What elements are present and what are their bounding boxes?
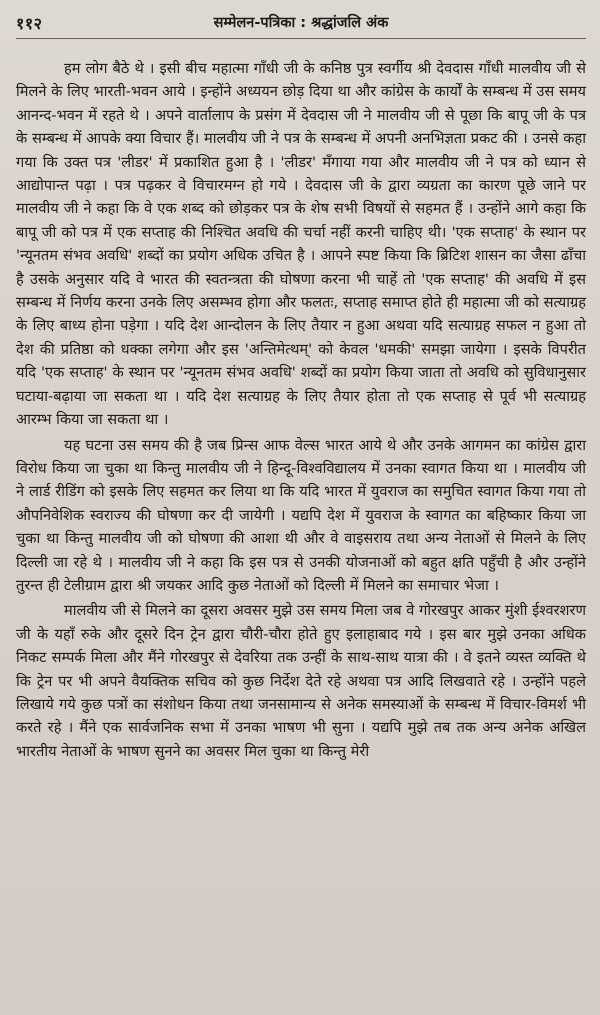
page-number: ११२ — [16, 14, 43, 33]
paragraph-1: हम लोग बैठे थे । इसी बीच महात्मा गाँधी जी के कनिष्ठ पुत्र स्वर्गीय श्री देवदास गाँधी मालवीय जी से मिलने के लिए भारती-भवन आये । इन्होंने अध्ययन छोड़ दिया था और कांग्रेस के कार्यों के सम्बन्ध में उस समय आनन्द-भवन में रहते थे । अपने वार्तालाप के प्रसंग में देवदास जी ने मालवीय जी से पूछा कि बापू जी के पत्र के सम्बन्ध में आपके क्या विचार हैं। मालवीय जी ने पत्र के सम्बन्ध में अपनी अनभिज्ञता प्रकट की । उनसे कहा गया कि उक्त पत्र 'लीडर' में प्रकाशित हुआ है । 'लीडर' मँगाया गया और मालवीय जी ने पत्र को ध्यान से आद्योपान्त पढ़ा । पत्र पढ़कर वे विचारमग्न हो गये । देवदास जी के द्वारा व्यग्रता का कारण पूछे जाने पर मालवीय जी ने कहा कि वे एक शब्द को छोड़कर पत्र के शेष सभी विषयों से सहमत हैं । उन्होंने आगे कहा कि बापू जी को पत्र में एक सप्ताह की निश्चित अवधि की चर्चा नहीं करनी चाहिए थी। 'एक सप्ताह' के स्थान पर 'न्यूनतम संभव अवधि' शब्दों का प्रयोग अधिक उचित है । आपने स्पष्ट किया कि ब्रिटिश शासन का जैसा ढाँचा है उसके अनुसार यदि वे भारत की स्वतन्त्रता की घोषणा करना भी चाहें तो 'एक सप्ताह' की अवधि में इस सम्बन्ध में निर्णय करना उनके लिए असम्भव होगा और फलतः, सप्ताह समाप्त होते ही महात्मा जी को सत्याग्रह के लिए बाध्य होना पड़ेगा । यदि देश आन्दोलन के लिए तैयार न हुआ अथवा यदि सत्याग्रह सफल न हुआ तो देश की प्रतिष्ठा को धक्का लगेगा और इस 'अन्तिमेत्थम्' को केवल 'धमकी' समझा जायेगा । इसके विपरीत यदि 'एक सप्ताह' के स्थान पर 'न्यूनतम संभव अवधि' शब्दों का प्रयोग किया जाता तो अवधि को सुविधानुसार घटाया-बढ़ाया जा सकता था । यदि देश सत्याग्रह के लिए तैयार होता तो एक सप्ताह से पूर्व भी सत्याग्रह आरम्भ किया जा सकता था । — [16, 60, 586, 429]
page-header — [16, 10, 586, 39]
running-title: सम्मेलन-पत्रिका : श्रद्धांजलि अंक — [213, 15, 389, 31]
page-body — [16, 57, 586, 763]
paragraph-3: मालवीय जी से मिलने का दूसरा अवसर मुझे उस समय मिला जब वे गोरखपुर आकर मुंशी ईश्वरशरण जी के यहाँ रुके और दूसरे दिन ट्रेन द्वारा चौरी-चौरा होते हुए इलाहाबाद गये । इस बार मुझे उनका अधिक निकट सम्पर्क मिला और मैंने गोरखपुर से देवरिया तक उन्हीं के साथ-साथ यात्रा की । वे इतने व्यस्त व्यक्ति थे कि ट्रेन पर भी अपने वैयक्तिक सचिव को कुछ निर्देश देते रहे अथवा पत्र आदि लिखवाते रहे । उन्होंने पहले लिखाये गये कुछ पत्रों का संशोधन किया तथा जनसामान्य से अनेक समस्याओं के सम्बन्ध में विचार-विमर्श भी करते रहे । मैंने एक सार्वजनिक सभा में उनका भाषण भी सुना । यद्यपि मुझे तब तक अन्य अनेक अखिल भारतीय नेताओं के भाषण सुनने का अवसर मिल चुका था किन्तु मेरी — [16, 602, 586, 760]
paragraph-2: यह घटना उस समय की है जब प्रिन्स आफ वेल्स भारत आये थे और उनके आगमन का कांग्रेस द्वारा विरोध किया जा चुका था किन्तु मालवीय जी ने हिन्दू-विश्वविद्यालय में उनका स्वागत किया था । मालवीय जी ने लार्ड रीडिंग को इसके लिए सहमत कर लिया था कि यदि भारत में युवराज का समुचित स्वागत किया गया तो औपनिवेशिक स्वराज्य की घोषणा कर दी जायेगी । यद्यपि देश में युवराज के स्वागत का बहिष्कार किया जा चुका था किन्तु मालवीय जी को घोषणा की आशा थी और वे वाइसराय तथा अन्य नेताओं से मिलने के लिए दिल्ली जा रहे थे । मालवीय जी ने कहा कि इस पत्र से उनकी योजनाओं को बहुत क्षति पहुँची है और उन्होंने तुरन्त ही टेलीग्राम द्वारा श्री जयकर आदि कुछ नेताओं को दिल्ली में मिलने का समाचार भेजा । — [16, 436, 586, 594]
